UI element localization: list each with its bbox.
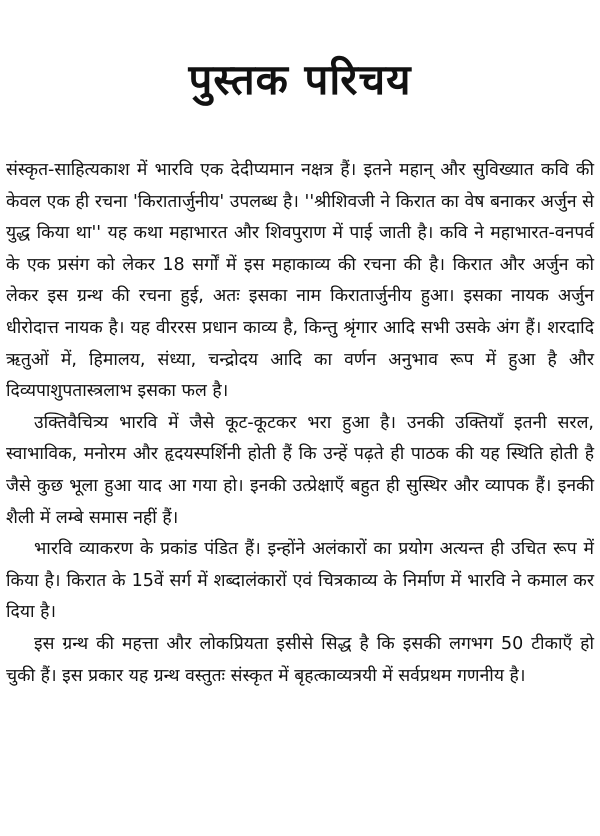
page-title: पुस्तक परिचय	[188, 55, 412, 105]
paragraph-style: उक्तिवैचित्र्य भारवि में जैसे कूट-कूटकर भरा हुआ है। उनकी उक्तियाँ इतनी सरल, स्वाभाविक, मनोरम और हृदयस्पर्शिनी होती हैं कि उन्हें पढ़ते ही पाठक की यह स्थिति होती है जैसे कुछ भूला हुआ याद आ गया हो। इनकी उत्प्रेक्षाएँ बहुत ही सुस्थिर और व्यापक हैं। इनकी शैली में लम्बे समास नहीं हैं।	[6, 412, 594, 528]
paragraph-intro: संस्कृत-साहित्यकाश में भारवि एक देदीप्यमान नक्षत्र हैं। इतने महान् और सुविख्यात कवि की केवल एक ही रचना 'किरातार्जुनीय' उपलब्ध है। ''श्रीशिवजी ने किरात का वेष बनाकर अर्जुन से युद्ध किया था'' यह कथा महाभारत और शिवपुराण में पाई जाती है। कवि ने महाभारत-वनपर्व के एक प्रसंग को लेकर 18 सर्गों में इस महाकाव्य की रचना की है। किरात और अर्जुन को लेकर इस ग्रन्थ की रचना हुई, अतः इसका नाम किरातार्जुनीय हुआ। इसका नायक अर्जुन धीरोदात्त नायक है। यह वीररस प्रधान काव्य है, किन्तु श्रृंगार आदि सभी उसके अंग हैं। शरदादि ऋतुओं में, हिमालय, संध्या, चन्द्रोदय आदि का वर्णन अनुभाव रूप में हुआ है और दिव्यपाशुपतास्त्रलाभ इसका फल है।	[6, 160, 594, 402]
paragraph-popularity: इस ग्रन्थ की महत्ता और लोकप्रियता इसीसे सिद्ध है कि इसकी लगभग 50 टीकाएँ हो चुकी हैं। इस प्रकार यह ग्रन्थ वस्तुतः संस्कृत में बृहत्काव्यत्रयी में सर्वप्रथम गणनीय है।	[6, 633, 594, 686]
body-text	[6, 155, 594, 692]
paragraph-grammar: भारवि व्याकरण के प्रकांड पंडित हैं। इन्होंने अलंकारों का प्रयोग अत्यन्त ही उचित रूप में किया है। किरात के 15वें सर्ग में शब्दालंकारों एवं चित्रकाव्य के निर्माण में भारवि ने कमाल कर दिया है।	[6, 539, 594, 623]
